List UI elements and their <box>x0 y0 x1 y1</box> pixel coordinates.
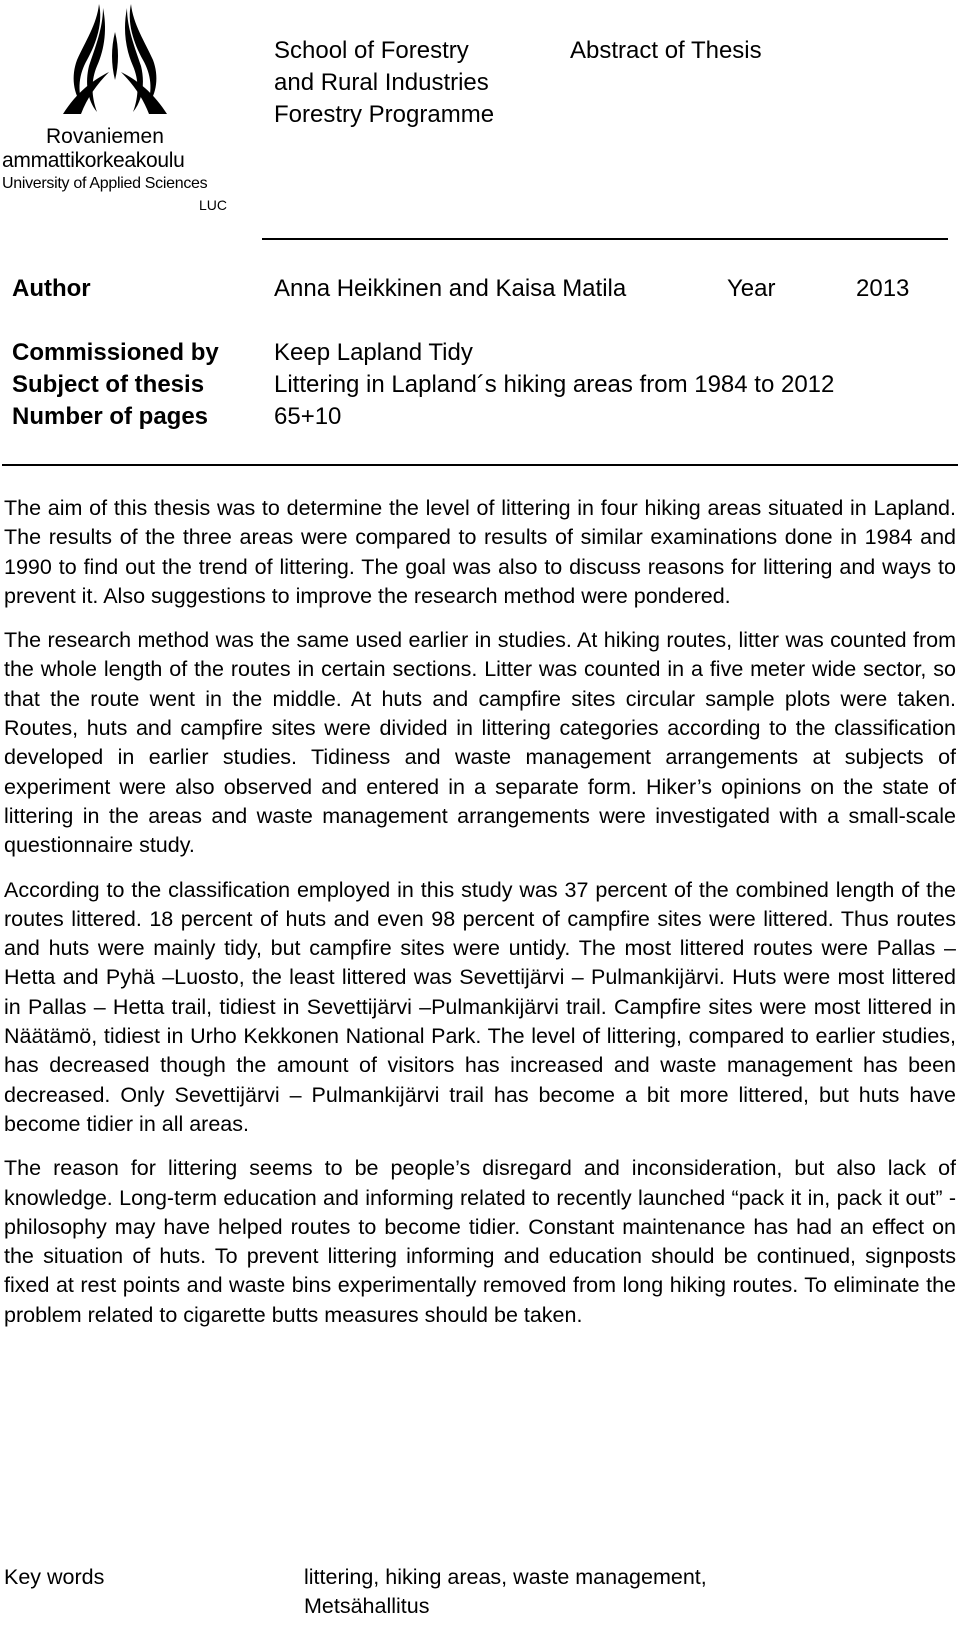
subject-label: Subject of thesis <box>12 371 205 398</box>
pages-value: 65+10 <box>274 403 342 430</box>
logo-text-amk: ammattikorkeakoulu <box>2 149 185 172</box>
abstract-paragraph: The aim of this thesis was to determine the level of littering in four hiking areas situated in Lapland. The results of the three areas were compared to results of similar examinations done in 1984 and 1990 to find out the trend of littering. The goal was also to discuss reasons for littering and ways to prevent it. Also suggestions to improve the research method were pondered. <box>4 496 956 608</box>
abstract-body <box>4 494 956 1345</box>
university-logo <box>2 2 228 214</box>
pages-label: Number of pages <box>12 403 209 430</box>
luc-antler-logo-icon <box>57 2 177 122</box>
author-label: Author <box>12 275 91 302</box>
year-label: Year <box>727 275 776 302</box>
logo-text-rovaniemen: Rovaniemen <box>46 125 164 148</box>
school-line: School of Forestry <box>274 37 469 64</box>
logo-text-luc: LUC <box>199 197 228 213</box>
logo-text-university: University of Applied Sciences <box>2 175 208 192</box>
school-line: and Rural Industries <box>274 69 489 96</box>
abstract-paragraph: The reason for littering seems to be people’s disregard and inconsideration, but also lack of knowledge. Long-term education and informing related to recently launched “pack it in, pack it out” -philosophy may have helped routes to become tidier. Constant maintenance has had an effect on the situation of huts. To prevent littering informing and education should be continued, signposts fixed at rest points and waste bins experimentally removed from long hiking routes. To eliminate the problem related to cigarette butts measures should be taken. <box>4 1156 956 1327</box>
year-value: 2013 <box>856 275 910 302</box>
keywords-value: littering, hiking areas, waste management, Metsähallitus <box>304 1565 707 1618</box>
abstract-paragraph: According to the classification employed in this study was 37 percent of the combined length of the routes littered. 18 percent of huts and even 98 percent of campfire sites were littered. Thus routes and huts were mainly tidy, but campfire sites were untidy. The most littered routes were Pallas – Hetta and Pyhä –Luosto, the least littered was Sevettijärvi – Pulmankijärvi. Huts were most littered in Pallas – Hetta trail, tidiest in Sevettijärvi –Pulmankijärvi trail. Campfire sites were most littered in Näätämö, tidiest in Urho Kekkonen National Park. The level of littering, compared to earlier studies, has decreased though the amount of visitors has increased and waste management has been decreased. Only Sevettijärvi – Pulmankijärvi trail has become a bit more littered, but huts have become tidier in all areas. <box>4 877 956 1136</box>
school-line: Forestry Programme <box>274 101 495 128</box>
keywords-label: Key words <box>4 1565 105 1589</box>
meta-divider <box>2 464 958 466</box>
commissioned-label: Commissioned by <box>12 339 219 366</box>
header-divider <box>262 238 948 240</box>
document-type: Abstract of Thesis <box>570 37 762 64</box>
author-value: Anna Heikkinen and Kaisa Matila <box>274 275 627 302</box>
school-name <box>274 35 494 131</box>
abstract-paragraph: The research method was the same used earlier in studies. At hiking routes, litter was counted from the whole length of the routes in certain sections. Litter was counted in a five meter wide sector, so that the route went in the middle. At huts and campfire sites circular sample plots were taken. Routes, huts and campfire sites were divided in littering categories according to the classification developed in earlier studies. Tidiness and waste management arrangements at subjects of experiment were also observed and entered in a separate form. Hiker’s opinions on the state of littering in the areas and waste management arrangements were investigated with a small-scale questionnaire study. <box>4 628 956 858</box>
commissioned-value: Keep Lapland Tidy <box>274 339 473 366</box>
subject-value: Littering in Lapland´s hiking areas from 1984 to 2012 <box>274 371 835 398</box>
